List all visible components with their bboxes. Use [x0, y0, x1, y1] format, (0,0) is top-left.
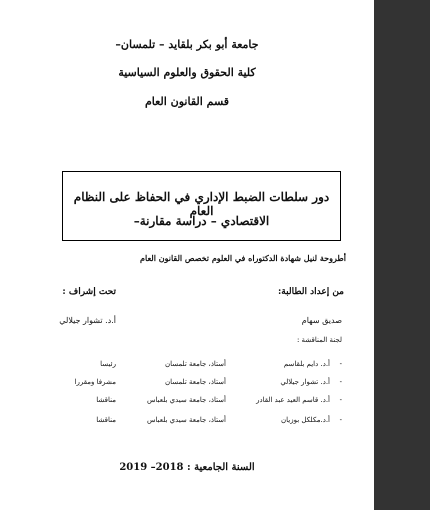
committee-bullet: - — [339, 378, 342, 386]
supervisor-label: تحت إشراف : — [62, 287, 116, 297]
committee-member-role: مناقشا — [96, 396, 116, 404]
committee-member-affiliation: أستاذ، جامعة سيدي بلعباس — [146, 396, 226, 404]
committee-row — [0, 360, 374, 374]
thesis-title-line1: دور سلطات الضبط الإداري في الحفاظ على النظام العام — [73, 190, 330, 218]
committee-member-affiliation: أستاذ، جامعة تلمسان — [164, 378, 226, 386]
supervisor-name: أ.د. تشوار جيلالي — [59, 316, 116, 325]
committee-member-name: أ.د. دايم بلقاسم — [283, 360, 330, 368]
thesis-title-line2: الاقتصادي – دراسة مقارنة– — [133, 214, 270, 228]
committee-member-affiliation: أستاذ، جامعة تلمسان — [164, 360, 226, 368]
committee-heading: لجنة المناقشة : — [296, 336, 342, 344]
faculty-name: كلية الحقوق والعلوم السياسية — [118, 66, 256, 79]
committee-member-role: رئيسا — [100, 360, 116, 368]
committee-bullet: - — [339, 416, 342, 424]
committee-bullet: - — [339, 396, 342, 404]
department-name: قسم القانون العام — [144, 95, 230, 108]
committee-member-name: أ.د. قاسم العيد عبد القادر — [256, 396, 330, 404]
thesis-title-box — [62, 171, 341, 241]
committee-row — [0, 378, 374, 392]
university-name: جامعة أبو بكر بلقايد – تلمسان– — [115, 38, 259, 51]
author-label: من إعداد الطالبة: — [277, 287, 344, 297]
academic-year: السنة الجامعية : 2018– 2019 — [119, 462, 255, 473]
committee-member-name: أ.د.مكلكل بوزيان — [280, 416, 330, 424]
committee-member-affiliation: أستاذ، جامعة سيدي بلعباس — [146, 416, 226, 424]
viewer-side-panel — [374, 0, 430, 510]
thesis-subtitle: أطروحة لنيل شهادة الدكتوراه في العلوم تخصص القانون العام — [140, 253, 346, 263]
committee-member-role: مشرفا ومقررا — [74, 378, 116, 386]
committee-row — [0, 416, 374, 430]
committee-member-role: مناقشا — [96, 416, 116, 424]
author-name: صديق سهام — [301, 316, 342, 325]
committee-member-name: أ.د. تشوار جيلالي — [280, 378, 330, 386]
committee-row — [0, 396, 374, 410]
committee-bullet: - — [339, 360, 342, 368]
